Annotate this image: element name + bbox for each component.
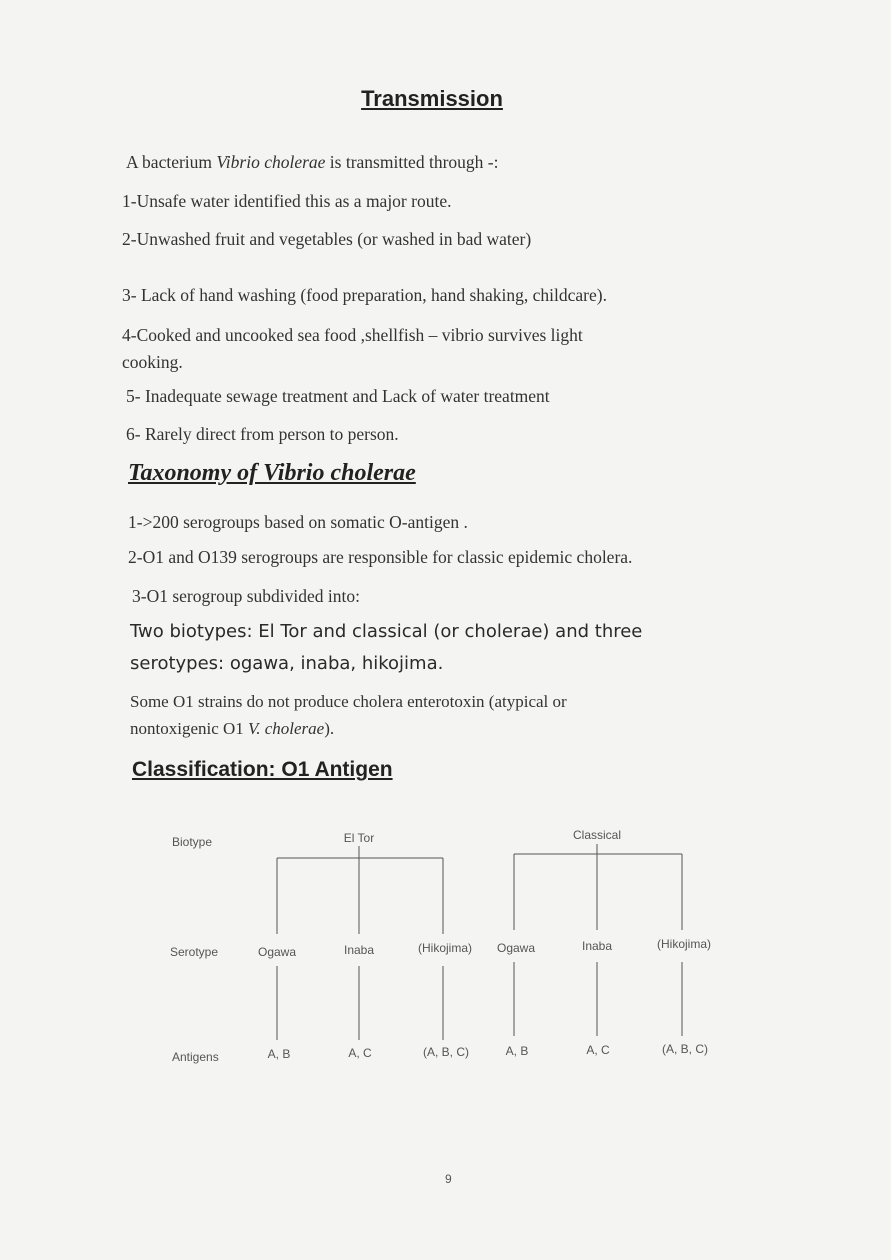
serotype-eltor-ogawa: Ogawa xyxy=(257,945,297,959)
atypical-text: nontoxigenic O1 xyxy=(130,719,249,738)
antigens-eltor-hikojima: (A, B, C) xyxy=(422,1045,470,1059)
intro-text: A bacterium xyxy=(126,152,217,172)
antigens-classical-inaba: A, C xyxy=(586,1043,610,1057)
intro-text-end: is transmitted through -: xyxy=(325,152,499,172)
row-label-biotype: Biotype xyxy=(172,835,213,849)
taxonomy-item-3: 3-O1 serogroup subdivided into: xyxy=(132,586,360,606)
taxonomy-item-2: 2-O1 and O139 serogroups are responsible for classic epidemic cholera. xyxy=(128,547,633,567)
biotypes-line-2: serotypes: ogawa, inaba, hikojima. xyxy=(130,653,444,674)
row-label-antigens: Antigens xyxy=(172,1050,219,1064)
serotype-classical-inaba: Inaba xyxy=(581,939,613,953)
serotype-eltor-inaba: Inaba xyxy=(343,943,375,957)
atypical-species: V. cholerae xyxy=(248,719,325,738)
antigens-classical-ogawa: A, B xyxy=(505,1044,529,1058)
transmission-title: Transmission xyxy=(361,86,503,111)
serotype-classical-ogawa: Ogawa xyxy=(496,941,536,955)
atypical-line-1: Some O1 strains do not produce cholera enterotoxin (atypical or xyxy=(130,692,567,711)
biotype-eltor: El Tor xyxy=(343,831,375,845)
transmission-item-2: 2-Unwashed fruit and vegetables (or washed in bad water) xyxy=(122,229,532,249)
transmission-item-6: 6- Rarely direct from person to person. xyxy=(126,424,399,444)
biotype-classical: Classical xyxy=(572,828,622,842)
intro-species: Vibrio cholerae xyxy=(216,152,326,172)
biotypes-line-1: Two biotypes: El Tor and classical (or cholerae) and three xyxy=(130,621,643,642)
serotype-classical-hikojima: (Hikojima) xyxy=(657,937,711,951)
transmission-item-4: 4-Cooked and uncooked sea food ,shellfish – vibrio survives light xyxy=(122,325,583,345)
serotype-eltor-hikojima: (Hikojima) xyxy=(418,941,472,955)
row-label-serotype: Serotype xyxy=(170,945,219,959)
transmission-item-3: 3- Lack of hand washing (food preparation, hand shaking, childcare). xyxy=(122,285,607,305)
atypical-text-end: ). xyxy=(324,719,335,738)
taxonomy-title: Taxonomy of Vibrio cholerae xyxy=(128,460,416,486)
transmission-item-1: 1-Unsafe water identified this as a major route. xyxy=(122,191,452,211)
antigens-eltor-ogawa: A, B xyxy=(267,1047,291,1061)
transmission-item-5: 5- Inadequate sewage treatment and Lack of water treatment xyxy=(126,386,550,406)
antigens-eltor-inaba: A, C xyxy=(348,1046,372,1060)
classification-title: Classification: O1 Antigen xyxy=(132,758,393,781)
transmission-item-4-cont: cooking. xyxy=(122,352,183,372)
taxonomy-item-1: 1->200 serogroups based on somatic O-antigen . xyxy=(128,512,468,532)
page-number: 9 xyxy=(445,1172,452,1186)
antigens-classical-hikojima: (A, B, C) xyxy=(661,1042,709,1056)
